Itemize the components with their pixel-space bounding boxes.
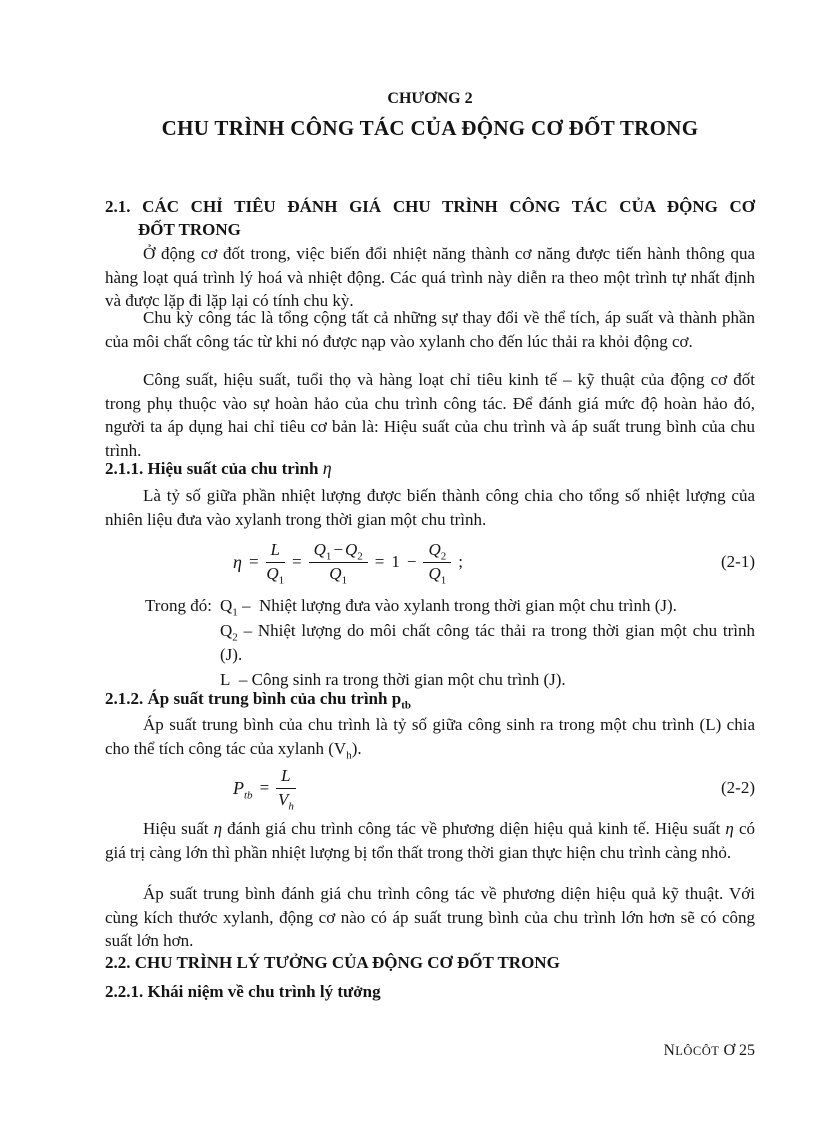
chapter-title: CHU TRÌNH CÔNG TÁC CỦA ĐỘNG CƠ ĐỐT TRONG — [161, 116, 699, 140]
page-number: Ơ 25 — [723, 1042, 755, 1059]
paragraph-work-cycle: Chu kỳ công tác là tổng cộng tất cả những sự thay đổi về thể tích, áp suất và thành phần của môi chất công tác từ khi nó được nạp vào xylanh cho đến lúc thải ra khỏi động cơ. — [105, 308, 755, 351]
denominator-Q: Q — [428, 563, 441, 583]
section-2-1-2-title: Áp suất trung bình của chu trình — [147, 689, 388, 708]
denominator-Q: Q — [329, 563, 342, 583]
text-segment: đánh giá chu trình công tác về phương diện hiệu quả kinh tế. Hiệu suất — [222, 819, 726, 838]
term-subscript: 2 — [232, 631, 238, 644]
numerator-Q: Q — [313, 540, 326, 560]
equals-sign: = — [374, 552, 385, 571]
section-2-1-1-number: 2.1.1. — [105, 459, 144, 478]
dash: – — [242, 596, 251, 615]
text-segment: Hiệu suất — [143, 819, 214, 838]
formula-2-1-number: (2-1) — [721, 552, 755, 571]
paragraph-efficiency-def: Là tỷ số giữa phần nhiệt lượng được biến thành công chia cho tổng số nhiệt lượng của nhiên liệu đưa vào xylanh trong thời gian một chu trình. — [105, 486, 755, 529]
subscript-2: 2 — [440, 550, 447, 563]
dash: – — [238, 670, 248, 689]
footer-book-abbreviation: NLÔCÔT — [663, 1042, 720, 1059]
minus-sign: − — [406, 552, 417, 571]
ptb-symbol — [391, 689, 411, 712]
constant-1: 1 — [391, 552, 400, 571]
subscript-1: 1 — [440, 573, 447, 586]
section-2-1-heading-line1 — [105, 195, 755, 218]
section-2-1-number: 2.1. — [105, 197, 131, 216]
P-base: P — [233, 777, 244, 798]
equals-sign: = — [292, 552, 302, 571]
text-segment: ). — [351, 738, 362, 758]
subscript-1: 1 — [278, 573, 285, 586]
numerator-Q: Q — [428, 540, 441, 560]
term-L: L — [220, 670, 231, 689]
section-2-1-heading — [105, 195, 755, 241]
definition-Q2 — [220, 619, 755, 667]
subscript-1: 1 — [341, 573, 348, 586]
fraction-Q1-minus-Q2-over-Q1 — [309, 540, 368, 584]
P-subscript: tb — [244, 789, 253, 802]
chapter-number: CHƯƠNG 2 — [387, 90, 473, 107]
vh-subscript: h — [346, 748, 352, 761]
denominator-V: V — [277, 789, 289, 809]
subscript-h: h — [288, 799, 294, 812]
paragraph-criteria: Công suất, hiệu suất, tuổi thọ và hàng loạt chỉ tiêu kinh tế – kỹ thuật của động cơ đốt trong phụ thuộc vào sự hoàn hảo của chu trình công tác. Để đánh giá mức độ hoàn hảo đó, người ta áp dụng hai chỉ tiêu cơ bản là: Hiệu suất của chu trình và áp suất trung bình của chu trình. — [105, 370, 755, 460]
section-2-1-heading-line2: ĐỐT TRONG — [138, 220, 241, 239]
term-subscript: 1 — [232, 606, 238, 619]
term-Q: Q — [220, 596, 233, 615]
subscript-2: 2 — [357, 550, 363, 563]
dash: – — [243, 621, 253, 640]
formula-2-1 — [105, 534, 755, 590]
section-2-1-1-heading — [105, 457, 755, 480]
section-2-2-1-title: Khái niệm về chu trình lý tưởng — [147, 982, 381, 1001]
eta-symbol: η — [322, 458, 332, 478]
definition-text: Nhiệt lượng đưa vào xylanh trong thời gian một chu trình (J). — [259, 596, 677, 615]
semicolon: ; — [458, 552, 463, 571]
eta-symbol: η — [213, 819, 223, 838]
section-2-2-heading — [105, 951, 755, 974]
text-segment: Áp suất trung bình của chu trình là tỷ số giữa công sinh ra trong một chu trình (L) chia cho thể tích công tác của xylanh (V — [105, 715, 755, 758]
denominator-Q: Q — [266, 563, 279, 583]
section-2-1-title: CÁC CHỈ TIÊU ĐÁNH GIÁ CHU TRÌNH CÔNG TÁC CỦA ĐỘNG CƠ — [142, 197, 756, 216]
fraction-Q2-Q1 — [423, 540, 451, 584]
minus-sign: − — [333, 540, 343, 560]
formula-2-2-expression — [233, 766, 296, 810]
paragraph-pressure-meaning: Áp suất trung bình đánh giá chu trình công tác về phương diện hiệu quả kỹ thuật. Với cùng kích thước xylanh, động cơ nào có áp suất trung bình của chu trình lớn hơn sẽ có công suất lớn hơn. — [105, 884, 755, 950]
numerator-L: L — [270, 540, 280, 560]
section-2-2-number: 2.2. — [105, 953, 131, 972]
fraction-L-Q1 — [266, 540, 285, 584]
numerator-L: L — [281, 766, 291, 786]
fraction-L-Vh — [276, 766, 295, 810]
paragraph-efficiency-meaning — [105, 817, 755, 864]
formula-2-2 — [105, 762, 755, 814]
definitions-block — [105, 594, 755, 692]
numerator-Q: Q — [344, 540, 358, 560]
section-2-2-1-heading — [105, 980, 755, 1003]
definition-text: Công sinh ra trong thời gian một chu trình (J). — [251, 670, 566, 689]
formula-2-1-expression — [233, 540, 463, 584]
page-footer — [105, 1042, 755, 1060]
section-2-1-2-number: 2.1.2. — [105, 689, 144, 708]
section-2-1-2-heading — [105, 687, 755, 710]
paragraph-mean-pressure-def — [105, 713, 755, 760]
ptb-subscript: tb — [401, 699, 411, 712]
section-2-2-1-number: 2.2.1. — [105, 982, 144, 1001]
term-Q: Q — [220, 621, 233, 640]
section-2-2-title: CHU TRÌNH LÝ TƯỞNG CỦA ĐỘNG CƠ ĐỐT TRONG — [134, 953, 560, 972]
definition-list — [220, 594, 755, 692]
paragraph-intro: Ở động cơ đốt trong, việc biến đổi nhiệt năng thành cơ năng được tiến hành thông qua hàng loạt quá trình lý hoá và nhiệt động. Các quá trình này diễn ra theo một trình tự nhất định và được lặp đi lặp lại có tính chu kỳ. — [105, 244, 755, 310]
eta-variable: η — [233, 551, 242, 572]
definition-text: Nhiệt lượng do môi chất công tác thải ra trong thời gian một chu trình (J). — [220, 621, 756, 664]
subscript-1: 1 — [325, 550, 332, 563]
equals-sign: = — [248, 552, 259, 571]
ptb-base: p — [391, 689, 402, 708]
P-variable — [233, 777, 253, 802]
section-2-1-1-title: Hiệu suất của chu trình — [147, 459, 319, 478]
formula-2-2-number: (2-2) — [721, 778, 755, 797]
eta-symbol: η — [725, 819, 734, 838]
definition-Q1 — [220, 594, 755, 618]
equals-sign: = — [259, 778, 270, 797]
text-segment: có giá trị càng lớn thì phần nhiệt lượng bị tổn thất trong thời gian thực hiện chu trình càng nhỏ. — [105, 819, 755, 862]
where-label: Trong đó: — [145, 596, 212, 615]
